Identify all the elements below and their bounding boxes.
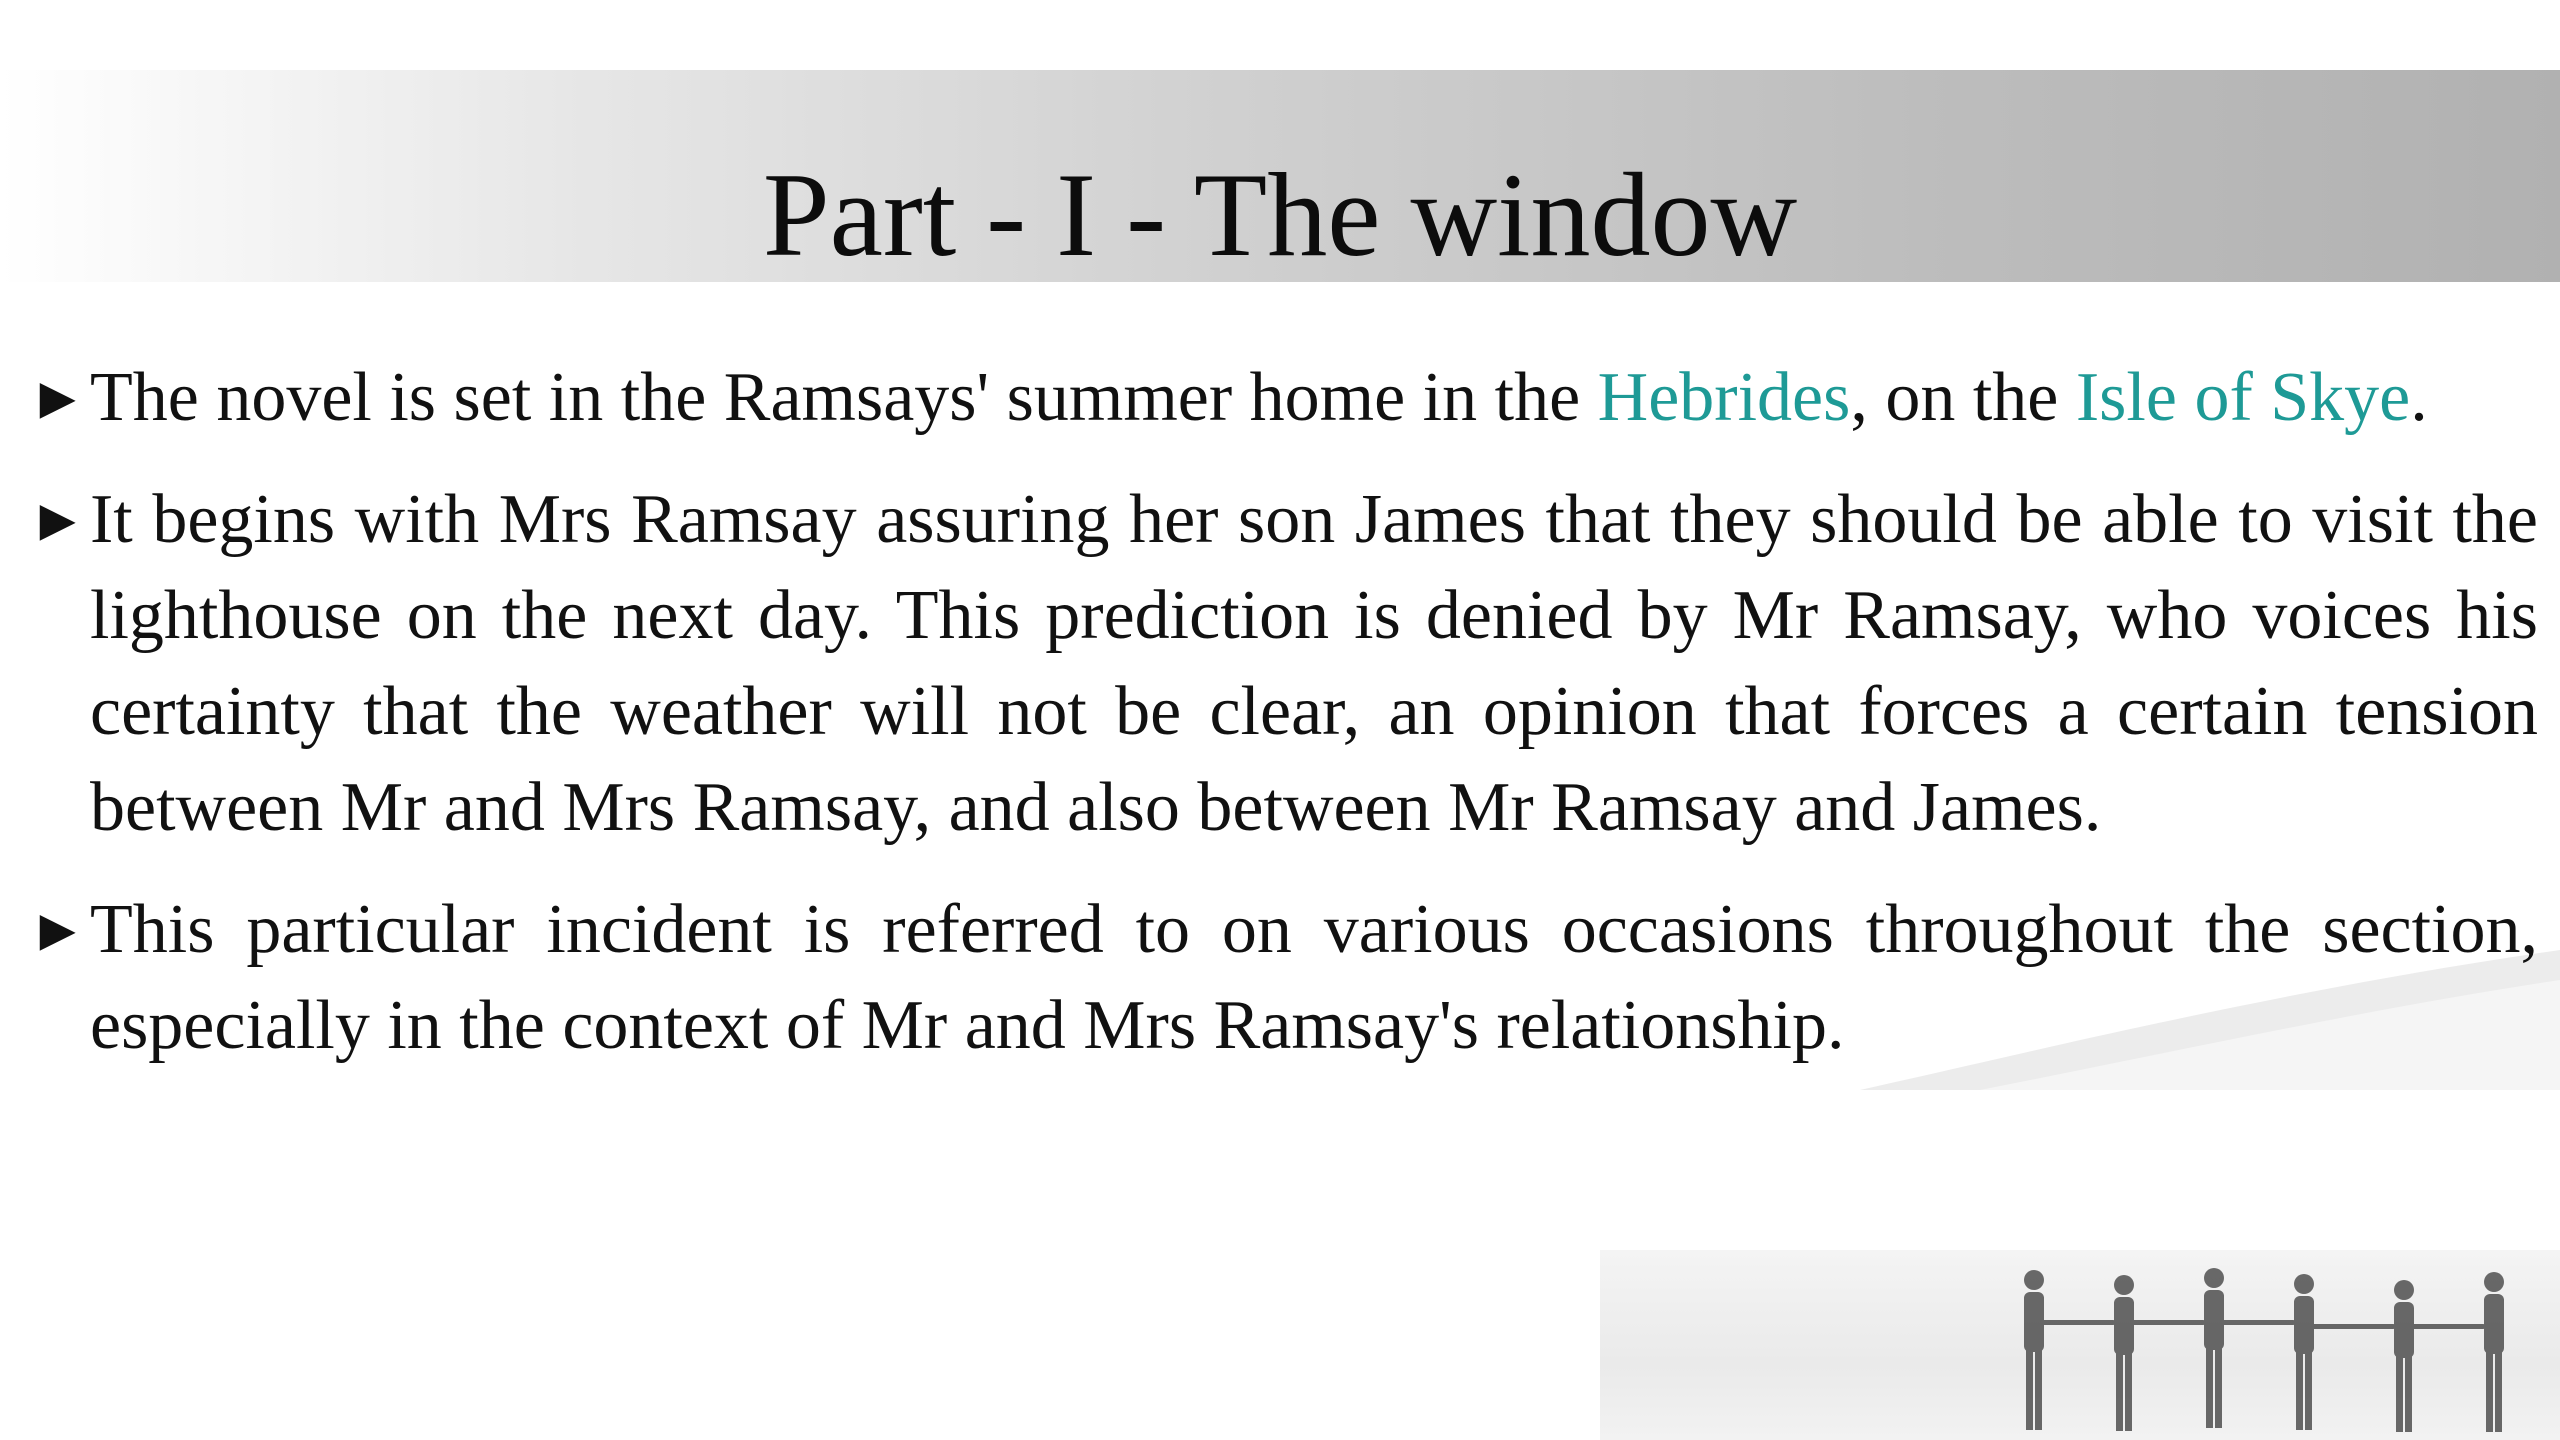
people-image xyxy=(1600,1250,2560,1440)
slide-title: Part - I - The window xyxy=(762,148,1798,281)
bullet-arrow-icon: ► xyxy=(28,897,88,963)
bullet-text: This particular incident is referred to on various occasions throughout the section, especially in the context of Mr and Mrs Ramsay's relationship. xyxy=(90,891,2538,1064)
bullet-text: The novel is set in the Ramsays' summer home in the xyxy=(90,359,1598,436)
bullet-arrow-icon: ► xyxy=(28,365,88,431)
bullet-text: . xyxy=(2410,359,2428,436)
bullet-item-incident xyxy=(28,882,2538,1074)
hebrides-link[interactable]: Hebrides xyxy=(1597,359,1851,436)
bullet-item-setting xyxy=(28,350,2538,446)
isle-of-skye-link[interactable]: Isle of Skye xyxy=(2075,359,2411,436)
bullet-text: , on the xyxy=(1850,359,2076,436)
bullet-list xyxy=(28,350,2538,1074)
bullet-text: It begins with Mrs Ramsay assuring her son James that they should be able to visit the lighthouse on the next day. This prediction is denied by Mr Ramsay, who voices his certainty that the weather will not be clear, an opinion that forces a certain tension between Mr and Mrs Ramsay, and also between Mr Ramsay and James. xyxy=(90,481,2538,846)
people-silhouettes xyxy=(1600,1250,2560,1440)
bullet-item-beginning xyxy=(28,472,2538,856)
bullet-arrow-icon: ► xyxy=(28,487,88,553)
